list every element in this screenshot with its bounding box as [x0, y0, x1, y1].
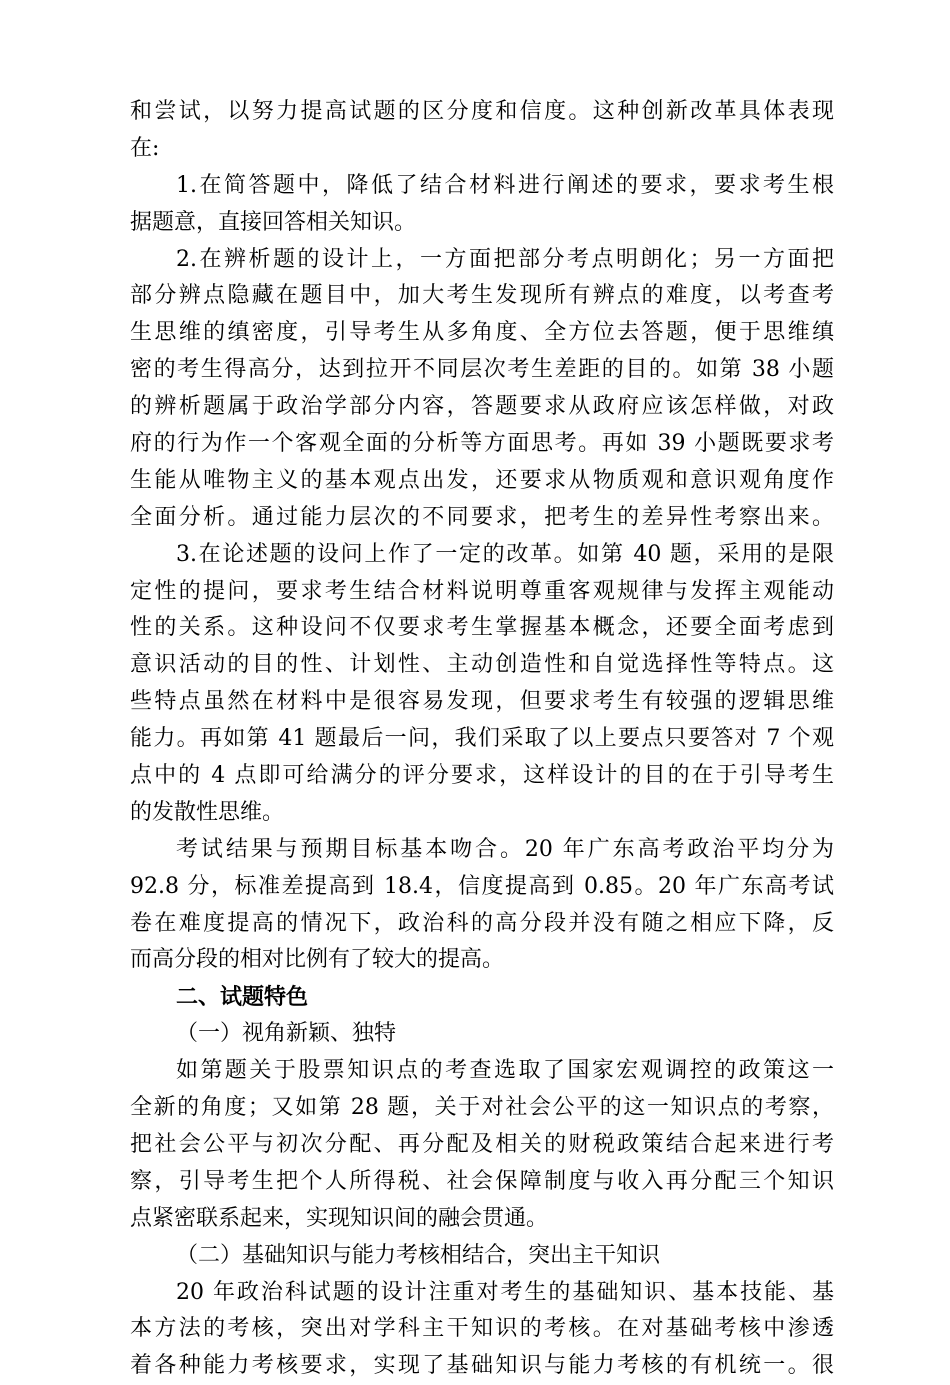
text-line: 点中的 4 点即可给满分的评分要求，这样设计的目的在于引导考生 — [130, 763, 834, 789]
text-line: 密的考生得高分，达到拉开不同层次考生差距的目的。如第 38 小题 — [130, 357, 834, 383]
text-line: 3.在论述题的设问上作了一定的改革。如第 40 题，采用的是限 — [176, 541, 834, 567]
text-line: 和尝试，以努力提高试题的区分度和信度。这种创新改革具体表现 — [130, 99, 834, 124]
text-line: 的发散性思维。 — [130, 799, 285, 825]
text-line: 意识活动的目的性、计划性、主动创造性和自觉选择性等特点。这 — [130, 652, 834, 678]
text-line: 1.在简答题中，降低了结合材料进行阐述的要求，要求考生根 — [176, 172, 834, 198]
text-line: 据题意，直接回答相关知识。 — [130, 209, 417, 235]
text-line: 部分辨点隐藏在题目中，加大考生发现所有辨点的难度，以考查考 — [130, 283, 834, 309]
subsection-heading: （二）基础知识与能力考核相结合，突出主干知识 — [176, 1242, 661, 1268]
text-line: 把社会公平与初次分配、再分配及相关的财税政策结合起来进行考 — [130, 1131, 834, 1157]
text-line: 府的行为作一个客观全面的分析等方面思考。再如 39 小题既要求考 — [130, 431, 834, 457]
text-line: 些特点虽然在材料中是很容易发现，但要求考生有较强的逻辑思维 — [130, 689, 834, 715]
text-line: 如第题关于股票知识点的考查选取了国家宏观调控的政策这一 — [176, 1058, 834, 1084]
text-line: 在: — [130, 135, 160, 161]
text-line: 卷在难度提高的情况下，政治科的高分段并没有随之相应下降，反 — [130, 910, 834, 936]
text-line: 着各种能力考核要求，实现了基础知识与能力考核的有机统一。很 — [130, 1353, 834, 1379]
text-line: 性的关系。这种设问不仅要求考生掌握基本概念，还要全面考虑到 — [130, 615, 834, 641]
text-line: 点紧密联系起来，实现知识间的融会贯通。 — [130, 1205, 549, 1231]
text-line: 20 年政治科试题的设计注重对考生的基础知识、基本技能、基 — [176, 1279, 834, 1305]
text-line: 92.8 分，标准差提高到 18.4，信度提高到 0.85。20 年广东高考试 — [130, 873, 834, 899]
text-line: 考试结果与预期目标基本吻合。20 年广东高考政治平均分为 — [176, 836, 834, 862]
text-line: 生思维的缜密度，引导考生从多角度、全方位去答题，便于思维缜 — [130, 320, 834, 346]
text-line: 全面分析。通过能力层次的不同要求，把考生的差异性考察出来。 — [130, 504, 834, 530]
text-line: 生能从唯物主义的基本观点出发，还要求从物质观和意识观角度作 — [130, 467, 834, 493]
text-line: 察，引导考生把个人所得税、社会保障制度与收入再分配三个知识 — [130, 1168, 834, 1194]
text-line: 定性的提问，要求考生结合材料说明尊重客观规律与发挥主观能动 — [130, 578, 834, 604]
text-line: 能力。再如第 41 题最后一问，我们采取了以上要点只要答对 7 个观 — [130, 726, 834, 752]
text-line: 2.在辨析题的设计上，一方面把部分考点明朗化；另一方面把 — [176, 246, 834, 272]
document-body — [130, 94, 834, 1385]
text-line: 的辨析题属于政治学部分内容，答题要求从政府应该怎样做，对政 — [130, 394, 834, 420]
text-line: 而高分段的相对比例有了较大的提高。 — [130, 947, 505, 973]
text-line: 本方法的考核，突出对学科主干知识的考核。在对基础考核中渗透 — [130, 1316, 834, 1342]
subsection-heading: （一）视角新颖、独特 — [176, 1021, 397, 1047]
text-line: 全新的角度；又如第 28 题，关于对社会公平的这一知识点的考察， — [130, 1095, 834, 1121]
section-heading: 二、试题特色 — [176, 984, 309, 1011]
